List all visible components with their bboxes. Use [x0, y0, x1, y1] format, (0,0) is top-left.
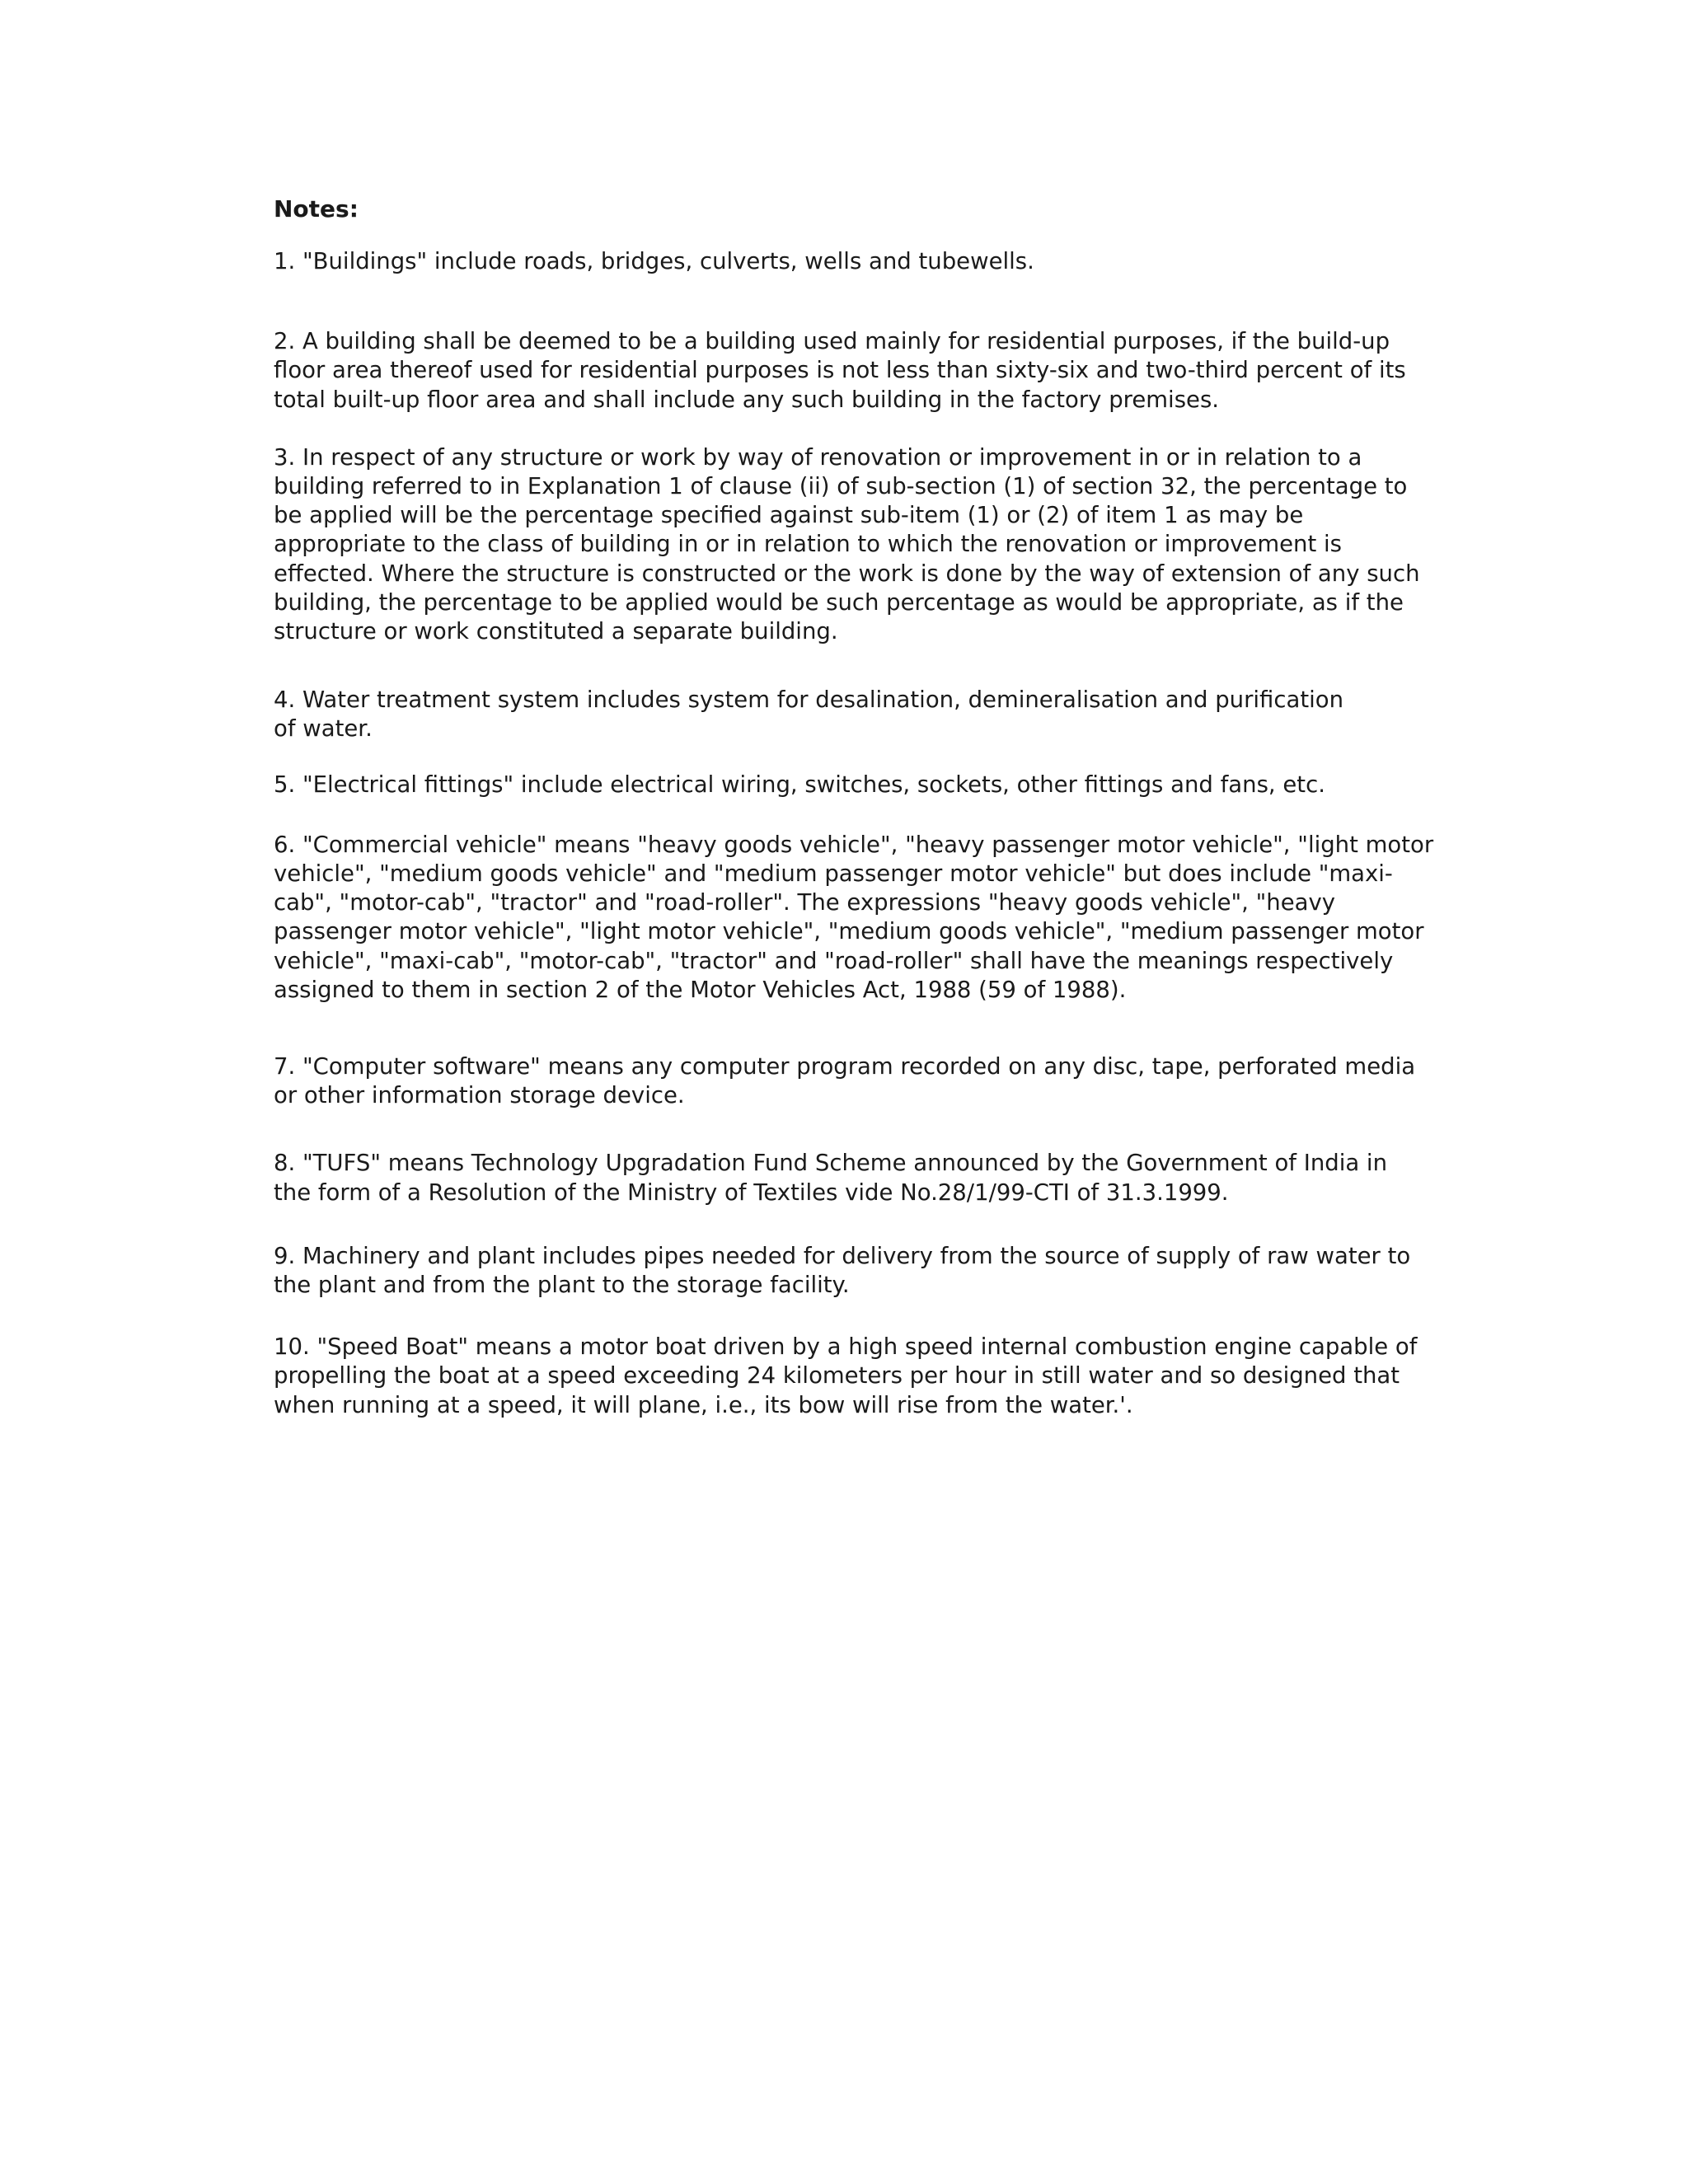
- note-7: 7. "Computer software" means any computer program recorded on any disc, tape, perforated media or other information storage device.: [274, 1053, 1416, 1109]
- note-6: 6. "Commercial vehicle" means "heavy goods vehicle", "heavy passenger motor vehicle", "light motor vehicle", "medium goods vehicle" and "medium passenger motor vehicle" but does include "maxi- cab", "motor-cab", "tractor" and "road-roller". The expressions "heavy goods vehicle", "heavy passenger motor vehicle", "light motor vehicle", "medium goods vehicle", "medium passenger motor vehicle", "maxi-cab", "motor-cab", "tractor" and "road-roller" shall have the meanings respectively assigned to them in section 2 of the Motor Vehicles Act, 1988 (59 of 1988).: [274, 831, 1434, 1003]
- note-1: 1. "Buildings" include roads, bridges, culverts, wells and tubewells.: [274, 248, 1034, 274]
- note-5: 5. "Electrical fittings" include electrical wiring, switches, sockets, other fittings and fans, etc.: [274, 771, 1325, 798]
- note-8: 8. "TUFS" means Technology Upgradation Fund Scheme announced by the Government of India in the form of a Resolution of the Ministry of Textiles vide No.28/1/99-CTI of 31.3.1999.: [274, 1150, 1388, 1206]
- document-page: [274, 194, 1444, 1420]
- note-2: 2. A building shall be deemed to be a building used mainly for residential purposes, if the build-up floor area thereof used for residential purposes is not less than sixty-six and two-third percent of its total built-up floor area and shall include any such building in the factory premises.: [274, 328, 1406, 413]
- note-9: 9. Machinery and plant includes pipes needed for delivery from the source of supply of raw water to the plant and from the plant to the storage facility.: [274, 1242, 1411, 1299]
- note-3: 3. In respect of any structure or work by way of renovation or improvement in or in relation to a building referred to in Explanation 1 of clause (ii) of sub-section (1) of section 32, the percentage to be applied will be the percentage specified against sub-item (1) or (2) of item 1 as may be appropriate to the class of building in or in relation to which the renovation or improvement is effected. Where the structure is constructed or the work is done by the way of extension of any such building, the percentage to be applied would be such percentage as would be appropriate, as if the structure or work constituted a separate building.: [274, 443, 1420, 645]
- note-4: 4. Water treatment system includes system for desalination, demineralisation and purification of water.: [274, 687, 1344, 743]
- note-10: 10. "Speed Boat" means a motor boat driven by a high speed internal combustion engine capable of propelling the boat at a speed exceeding 24 kilometers per hour in still water and so designed that when running at a speed, it will plane, i.e., its bow will rise from the water.'.: [274, 1333, 1418, 1418]
- notes-heading: Notes:: [274, 195, 359, 223]
